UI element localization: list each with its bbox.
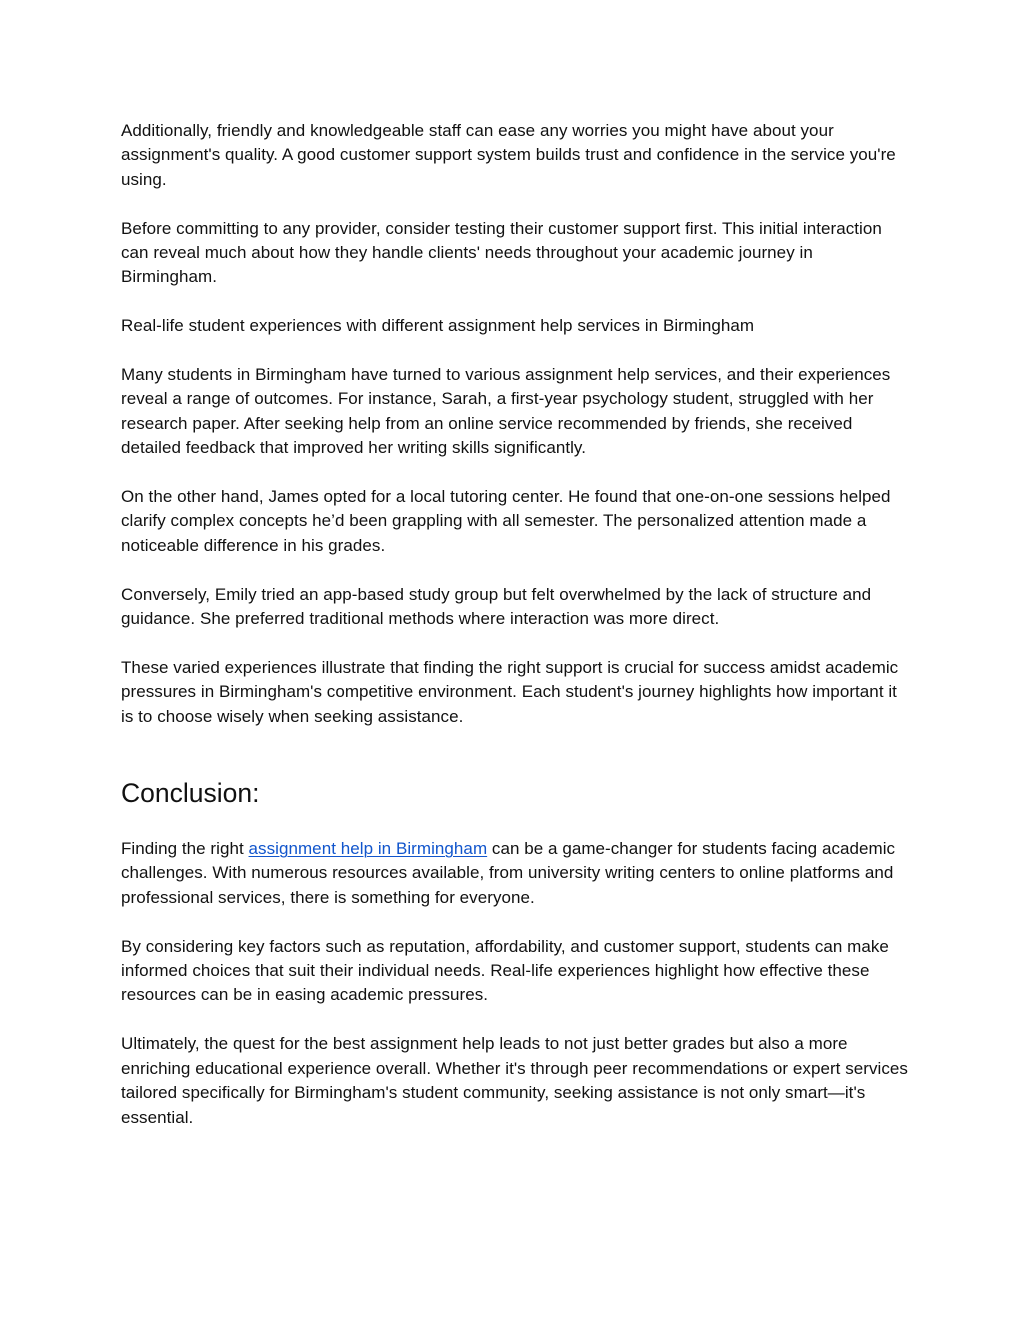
paragraph-test-support: Before committing to any provider, consider testing their customer support first. This initial interaction can reveal much about how they handle clients' needs throughout your academic journey in Birmingham. (121, 218, 882, 287)
paragraph-conclusion-intro (121, 837, 911, 910)
paragraph-james-story: On the other hand, James opted for a local tutoring center. He found that one-on-one sessions helped clarify complex concepts he’d been grappling with all semester. The personalized attention made a noticeable difference in his grades. (121, 487, 891, 555)
document-page (121, 119, 911, 1154)
paragraph-subheading-experiences: Real-life student experiences with different assignment help services in Birmingham (121, 316, 755, 336)
paragraph-experiences-summary: These varied experiences illustrate that finding the right support is crucial for success amidst academic pressures in Birmingham's competitive environment. Each student's journey highlights how important it is to choose wisely when seeking assistance. (121, 657, 899, 726)
conclusion-text-before-link: Finding the right (121, 839, 249, 859)
assignment-help-link[interactable]: assignment help in Birmingham (248, 839, 488, 859)
conclusion-heading: Conclusion: (121, 778, 260, 809)
conclusion-text-after-link: can be a game-changer for students facing academic challenges. With numerous resources available, from university writing centers to online platforms and professional services, there is something for everyone. (121, 839, 896, 907)
paragraph-key-factors: By considering key factors such as reputation, affordability, and customer support, students can make informed choices that suit their individual needs. Real-life experiences highlight how effective these resources can be in easing academic pressures. (121, 936, 889, 1005)
paragraph-sarah-story: Many students in Birmingham have turned to various assignment help services, and their experiences reveal a range of outcomes. For instance, Sarah, a first-year psychology student, struggled with her research paper. After seeking help from an online service recommended by friends, she received detailed feedback that improved her writing skills significantly. (121, 365, 891, 458)
paragraph-emily-story: Conversely, Emily tried an app-based study group but felt overwhelmed by the lack of structure and guidance. She preferred traditional methods where interaction was more direct. (121, 584, 872, 629)
paragraph-customer-staff: Additionally, friendly and knowledgeable staff can ease any worries you might have about your assignment's quality. A good customer support system builds trust and confidence in the service you're using. (121, 121, 896, 189)
paragraph-final-thoughts: Ultimately, the quest for the best assignment help leads to not just better grades but also a more enriching educational experience overall. Whether it's through peer recommendations or expert services tailored specifically for Birmingham's student community, seeking assistance is not only smart—it's essential. (121, 1034, 908, 1127)
